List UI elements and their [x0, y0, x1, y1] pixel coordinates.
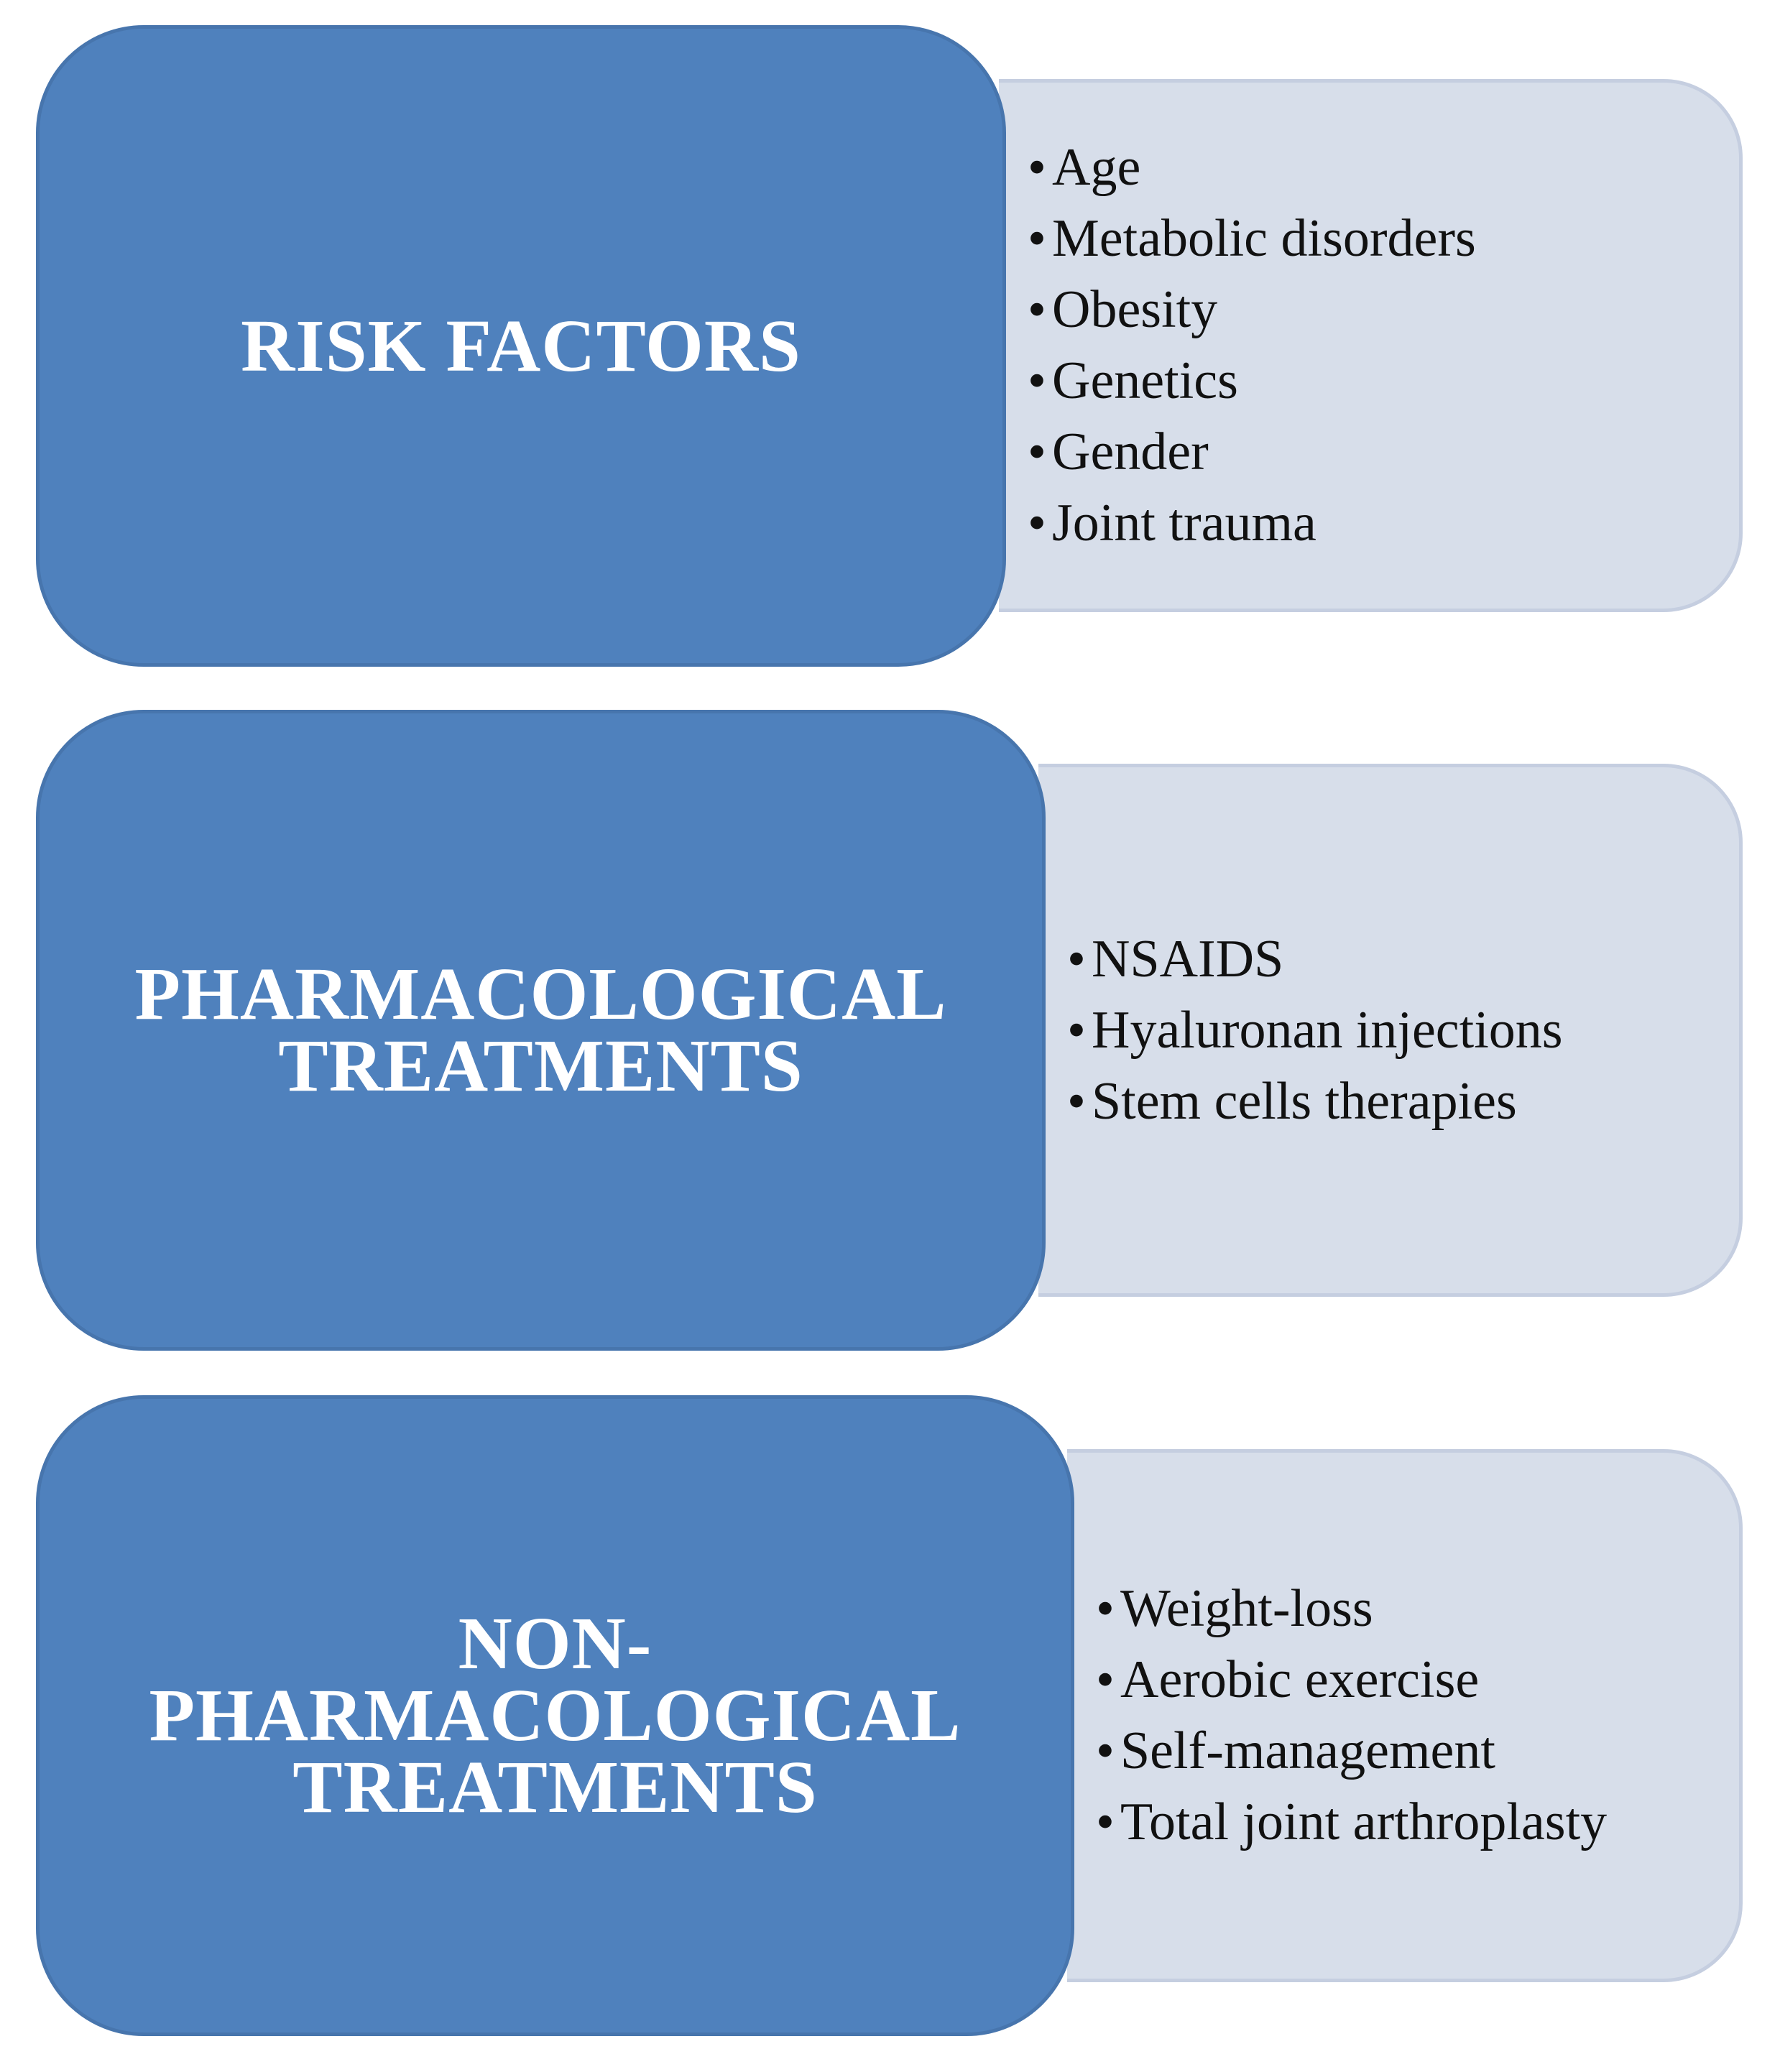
- bullet: •: [1028, 280, 1046, 339]
- list-item: • Genetics: [1028, 346, 1476, 417]
- pharmacological-header: [36, 710, 1046, 1351]
- title-line: NON-: [458, 1602, 652, 1685]
- list-item: • Aerobic exercise: [1096, 1645, 1607, 1716]
- bullet: •: [1096, 1721, 1115, 1780]
- risk-factors-list-box: [999, 79, 1743, 612]
- bullet: •: [1096, 1793, 1115, 1851]
- list-item: • Obesity: [1028, 274, 1476, 346]
- list-item: • Gender: [1028, 417, 1476, 488]
- list-item: • Stem cells therapies: [1067, 1066, 1563, 1137]
- pharmacological-list: [1067, 924, 1563, 1137]
- pharmacological-list-box: [1038, 764, 1743, 1297]
- list-item: • Age: [1028, 132, 1476, 203]
- risk-factors-list: [1028, 132, 1476, 559]
- title-line: TREATMENTS: [278, 1025, 803, 1107]
- bullet: •: [1028, 209, 1046, 268]
- non-pharmacological-header: [36, 1395, 1074, 2036]
- non-pharmacological-list-box: [1067, 1449, 1743, 1982]
- title-line: TREATMENTS: [292, 1746, 818, 1828]
- list-item: • Weight-loss: [1096, 1573, 1607, 1645]
- title-line: PHARMACOLOGICAL: [134, 953, 947, 1035]
- list-item: • Metabolic disorders: [1028, 203, 1476, 274]
- pharmacological-title: [88, 953, 994, 1107]
- bullet: •: [1067, 929, 1086, 989]
- non-pharmacological-title: [121, 1602, 990, 1828]
- bullet: •: [1028, 422, 1046, 481]
- bullet: •: [1096, 1579, 1115, 1638]
- non-pharmacological-list: [1096, 1573, 1607, 1858]
- list-item: • NSAIDS: [1067, 924, 1563, 995]
- bullet: •: [1028, 494, 1046, 552]
- bullet: •: [1028, 138, 1046, 197]
- bullet: •: [1067, 1000, 1086, 1060]
- bullet: •: [1028, 351, 1046, 410]
- risk-factors-title: RISK FACTORS: [241, 304, 801, 387]
- bullet: •: [1067, 1071, 1086, 1131]
- list-item: • Joint trauma: [1028, 488, 1476, 559]
- list-item: • Self-management: [1096, 1716, 1607, 1787]
- title-line: PHARMACOLOGICAL: [149, 1674, 962, 1757]
- list-item: • Total joint arthroplasty: [1096, 1787, 1607, 1858]
- list-item: • Hyaluronan injections: [1067, 995, 1563, 1066]
- risk-factors-header: [36, 25, 1006, 667]
- bullet: •: [1096, 1650, 1115, 1709]
